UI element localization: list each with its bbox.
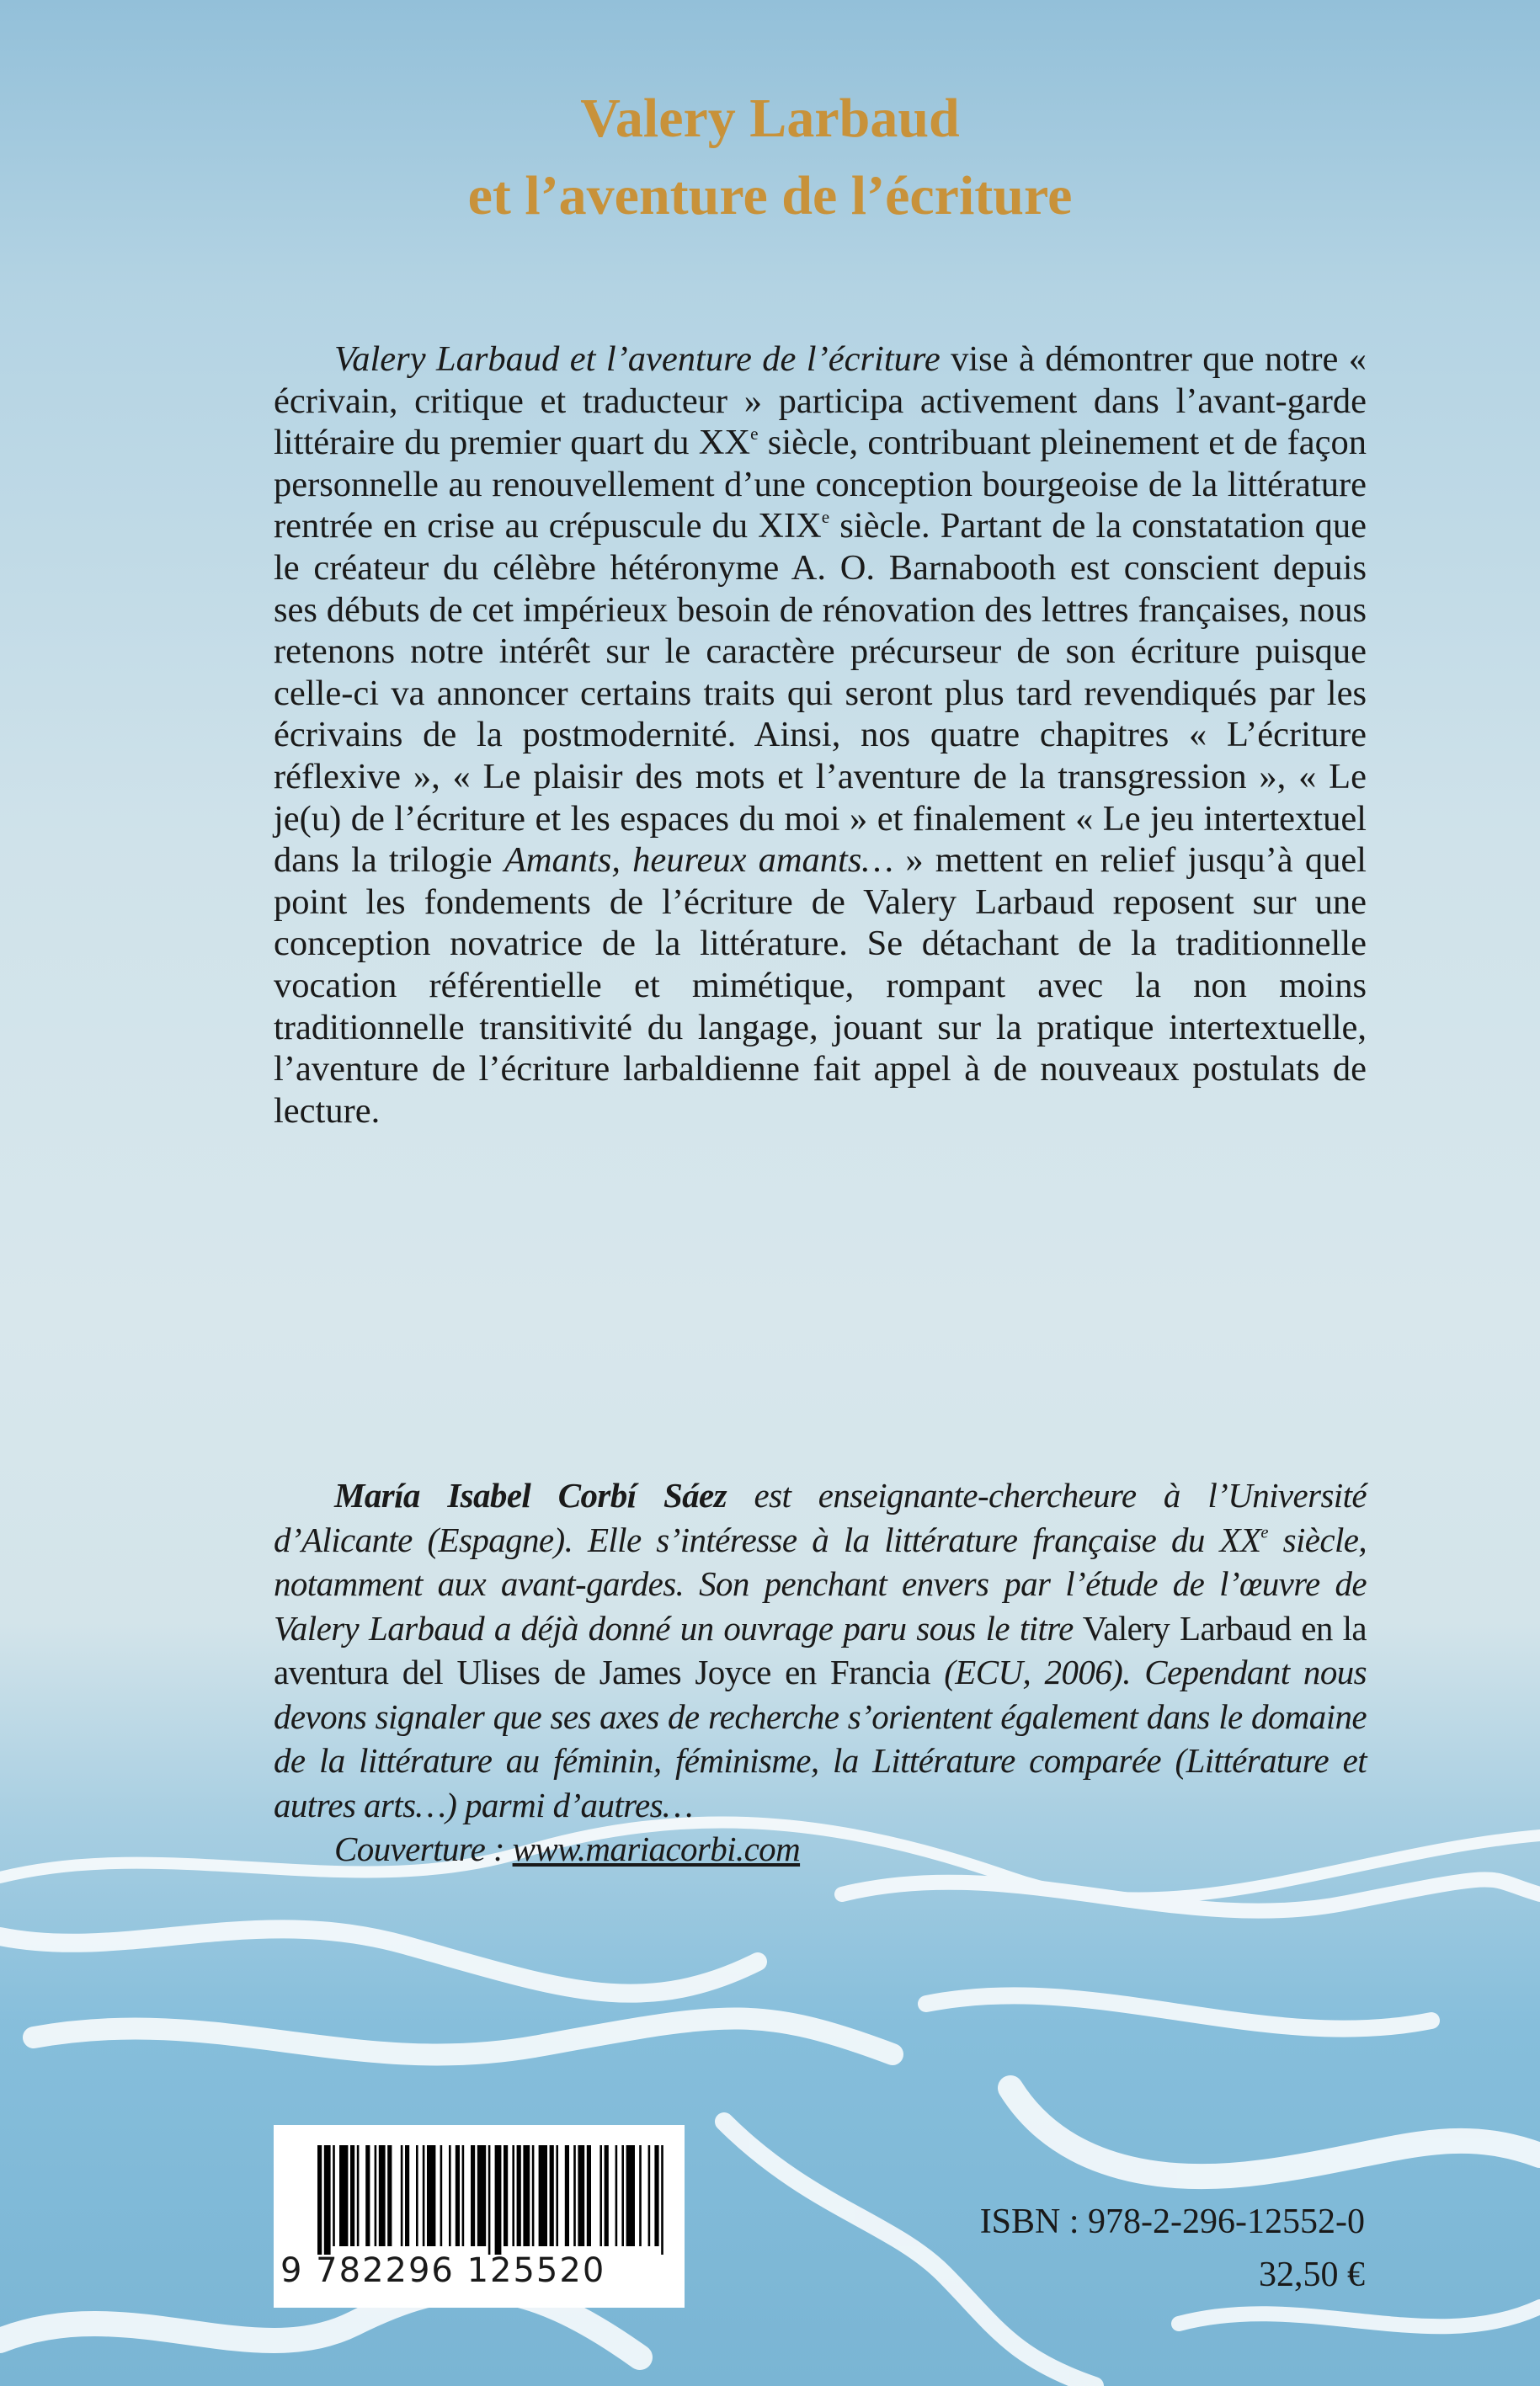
summary-text: » mettent en relief jusqu’à quel point les fondements de l’écriture de Valery Larbaud reposent sur une conception novatrice de la littérature. Se détachant de la traditionnelle vocation référentielle et mimétique, rompant avec la non moins traditionnelle transitivité du langage, jouant sur la pratique intertextuelle, l’aventure de l’écriture larbaldienne fait appel à de nouveaux postulats de lecture. — [274, 840, 1367, 1131]
summary-trilogy-title: Amants, heureux amants… — [504, 840, 894, 881]
barcode-bar — [523, 2145, 530, 2246]
barcode-bar — [654, 2145, 658, 2246]
isbn: ISBN : 978-2-296-12552-0 — [979, 2202, 1365, 2241]
cover-credit — [334, 1827, 1367, 1872]
barcode-bar — [456, 2145, 460, 2246]
cover-website-link[interactable]: www.mariacorbi.com — [512, 1829, 801, 1868]
barcode-bar — [605, 2145, 609, 2246]
barcode-bar — [471, 2145, 475, 2246]
bio-text: siècle, notamment aux avant-gardes. Son penchant envers par l’étude de l’œuvre de Valery Larbaud a déjà donné un ouvrage paru sous le titre — [274, 1520, 1367, 1648]
barcode-bar — [477, 2145, 486, 2246]
cover-label: Couverture : — [334, 1829, 513, 1868]
author-bio — [274, 1473, 1367, 1827]
barcode-digits: 9 782296 125520 — [280, 2251, 606, 2290]
barcode-bar — [512, 2145, 514, 2246]
bio-text: (ECU, 2006). Cependant nous devons signaler que ses axes de recherche s’orientent également dans le domaine de la littérature au féminin, féminisme, la Littérature comparée (Littérature et autres arts…) parmi d’autres… — [274, 1653, 1367, 1824]
barcode-bar — [350, 2145, 354, 2246]
superscript: e — [1260, 1523, 1268, 1542]
author-section — [274, 1473, 1367, 1872]
barcode-bar — [626, 2145, 635, 2246]
barcode-bar — [661, 2145, 663, 2255]
barcode-bar — [587, 2145, 591, 2246]
barcode-bar — [573, 2145, 576, 2246]
barcode-bar — [440, 2145, 443, 2246]
barcode-bar — [621, 2145, 624, 2246]
barcode-bar — [599, 2145, 602, 2246]
barcode-bar — [648, 2145, 651, 2246]
summary-book-title: Valery Larbaud et l’aventure de l’écriture — [334, 339, 941, 379]
barcode-bar — [416, 2145, 418, 2246]
barcode-bar — [517, 2145, 521, 2246]
barcode-bar — [532, 2145, 535, 2246]
barcode-bar — [495, 2145, 502, 2255]
barcode-bar — [317, 2145, 322, 2255]
barcode-bar — [449, 2145, 451, 2246]
barcode-bar — [462, 2145, 465, 2246]
barcode-bar — [357, 2145, 360, 2246]
author-name: María Isabel Corbí Sáez — [334, 1476, 727, 1515]
barcode-bar — [387, 2145, 392, 2246]
barcode-bar — [504, 2145, 508, 2246]
barcode-bar — [379, 2145, 386, 2246]
barcode-bar — [365, 2145, 370, 2246]
summary-text: siècle. Partant de la constatation que le créateur du célèbre hétéronyme A. O. Barnabooth est conscient depuis ses débuts de cet impérieux besoin de rénovation des lettres françaises, nous retenons notre intérêt sur le caractère précurseur de son écriture puisque celle-ci va annoncer certains traits qui seront plus tard revendiqués par les écrivains de la postmodernité. Ainsi, nos quatre chapitres « L’écriture réflexive », « Le plaisir des mots et l’aventure de la transgression », « Le je(u) de l’écriture et les espaces du moi » et finalement « Le jeu intertextuel dans la trilogie — [274, 506, 1367, 881]
bio-book-title: Valery Larbaud en la aventura del Ulises de James Joyce en Francia — [274, 1608, 1367, 1691]
barcode-bar — [339, 2145, 348, 2246]
summary-paragraph — [274, 338, 1367, 1132]
bio-text: est enseignante-chercheure à l’Université d’Alicante (Espagne). Elle s’intéresse à la littérature française du XX — [274, 1476, 1367, 1559]
summary-text: siècle, contribuant pleinement et de façon personnelle au renouvellement d’une conception bourgeoise de la littérature rentrée en crise au crépuscule du XIX — [274, 423, 1367, 546]
summary-text: vise à démontrer que notre « écrivain, critique et traducteur » participa activement dans l’avant-garde littéraire du premier quart du XX — [274, 339, 1367, 463]
barcode-bar — [639, 2145, 642, 2246]
barcode — [274, 2125, 685, 2308]
title-line-1: Valery Larbaud — [580, 88, 960, 149]
barcode-bar — [488, 2145, 491, 2255]
book-title — [0, 80, 1540, 235]
barcode-bar — [401, 2145, 403, 2246]
barcode-bar — [427, 2145, 435, 2246]
barcode-bar — [556, 2145, 558, 2246]
barcode-bar — [565, 2145, 569, 2246]
barcode-bar — [578, 2145, 584, 2246]
price: 32,50 € — [1259, 2256, 1365, 2294]
barcode-bar — [550, 2145, 554, 2246]
barcode-bar — [324, 2145, 331, 2255]
barcode-bar — [423, 2145, 425, 2246]
barcode-bar — [615, 2145, 618, 2246]
barcode-bar — [375, 2145, 377, 2246]
title-line-2: et l’aventure de l’écriture — [467, 165, 1073, 226]
superscript: e — [821, 507, 830, 528]
barcode-bar — [405, 2145, 409, 2246]
barcode-bar — [333, 2145, 335, 2246]
barcode-bar — [539, 2145, 547, 2246]
superscript: e — [750, 423, 759, 445]
